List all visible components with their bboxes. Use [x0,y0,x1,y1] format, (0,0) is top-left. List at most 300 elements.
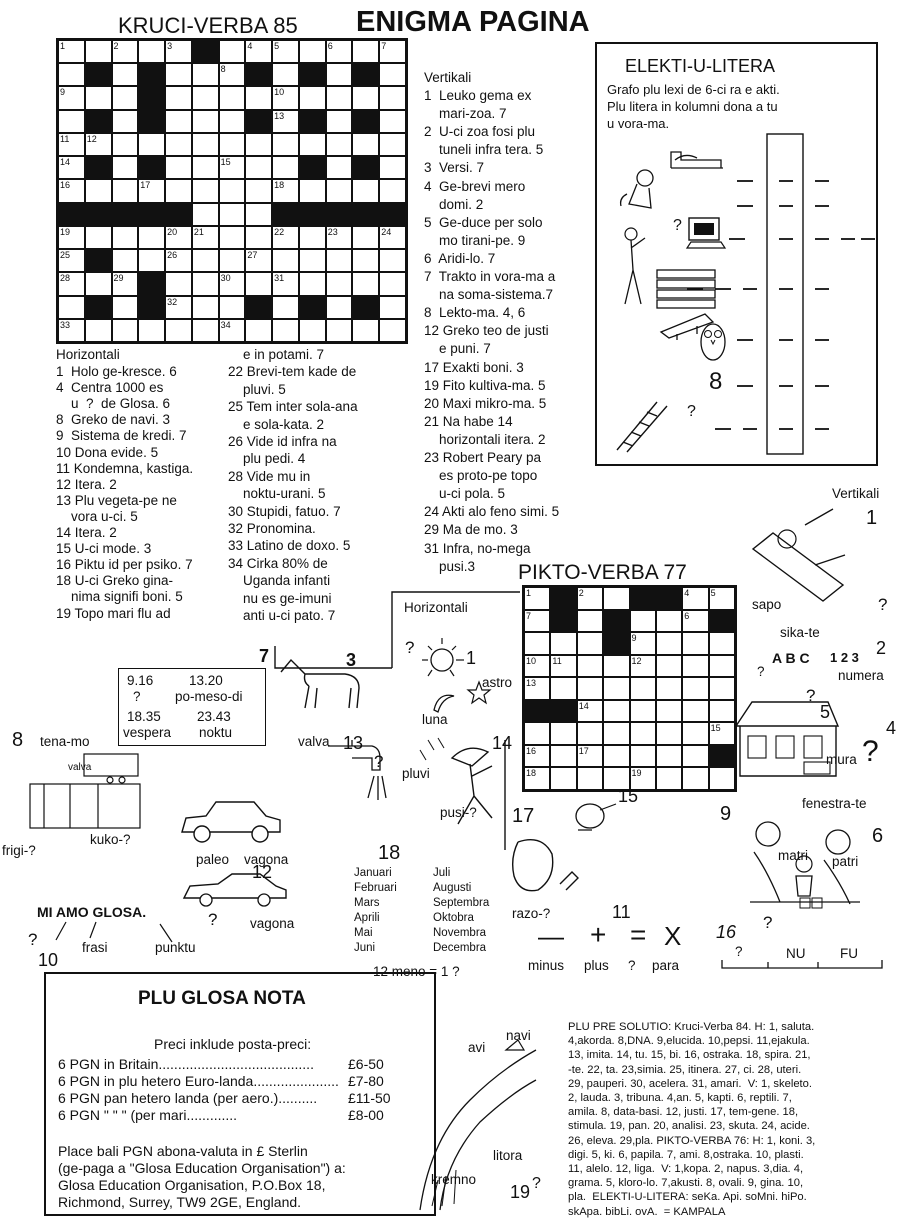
crossword-cell[interactable] [299,133,326,156]
pikto-cell[interactable] [603,700,629,723]
pikto-cell[interactable] [577,610,603,633]
pikto-cell[interactable] [577,722,603,745]
crossword-cell[interactable] [58,63,85,86]
pikto-cell[interactable] [603,677,629,700]
vertikali-clue: 5 Ge-duce per solo [424,214,543,230]
crossword-cell[interactable] [192,86,219,109]
horizontali-label: Horizontali [56,347,120,362]
crossword-cell[interactable] [326,226,353,249]
crossword-cell[interactable] [352,40,379,63]
crossword-cell[interactable] [299,179,326,202]
crossword-black-cell [138,63,165,86]
vertikali-clue: 1 Leuko gema ex [424,88,532,103]
horizontali-clue: 25 Tem inter sola-ana [228,399,358,415]
pikto-cell[interactable] [682,610,708,633]
pikto-cell-number: 6 [684,610,690,621]
crossword-cell[interactable] [112,179,139,202]
crossword-cell[interactable] [85,319,112,342]
horizontali-clue: e sola-kata. 2 [228,416,325,432]
pikto-cell[interactable] [656,632,682,655]
crossword-cell[interactable] [112,319,139,342]
star-icon [466,680,492,706]
pikto-cell[interactable] [656,722,682,745]
pikto-cell[interactable] [524,587,550,610]
mura-question: ? [862,735,879,768]
pikto-cell[interactable] [682,700,708,723]
pikto-cell[interactable] [577,745,603,768]
pikto-cell[interactable] [603,745,629,768]
crossword-cell[interactable] [85,226,112,249]
crossword-cell[interactable] [352,133,379,156]
price-value: £11-50 [348,1090,391,1106]
crossword-cell[interactable] [112,133,139,156]
crossword-cell[interactable] [245,319,272,342]
pikto-cell[interactable] [577,587,603,610]
abc-question: ? [757,664,765,679]
pikto-cell[interactable] [550,745,576,768]
times-symbol: X [664,921,682,951]
car-new-icon [180,870,290,910]
crossword-black-cell [85,249,112,272]
crossword-cell[interactable] [219,40,246,63]
crossword-cell[interactable] [165,179,192,202]
crossword-cell[interactable] [192,296,219,319]
crossword-cell-number: 26 [167,250,178,261]
crossword-black-cell [299,63,326,86]
pikto-cell[interactable] [709,587,735,610]
crossword-cell[interactable] [58,249,85,272]
crossword-cell[interactable] [272,249,299,272]
horizontali-clue: 9 Sistema de kredi. 7 [56,428,187,444]
fenestra-te-label: fenestra-te [802,796,867,811]
crossword-cell[interactable] [379,110,406,133]
pikto-black-cell [524,700,550,723]
crossword-cell[interactable] [272,179,299,202]
pikto-cell[interactable] [524,655,550,678]
crossword-cell-number: 2 [113,41,119,51]
crossword-cell[interactable] [219,63,246,86]
pikto-black-cell [709,610,735,633]
crossword-cell[interactable] [326,133,353,156]
times-box [118,668,266,746]
crossword-grid[interactable] [56,38,408,344]
crossword-cell-number: 23 [327,226,338,237]
crossword-cell[interactable] [245,86,272,109]
crossword-cell[interactable] [326,156,353,179]
crossword-cell[interactable] [112,249,139,272]
crossword-cell[interactable] [219,86,246,109]
solution-line: -te. 22, ta. 23,simia. 25, itinera. 27, ci. 28, uteri. [568,1063,802,1076]
vertikali-clue: 20 Maxi mikro-ma. 5 [424,395,547,411]
horizontali-clue: u ? de Glosa. 6 [56,396,171,412]
crossword-cell[interactable] [165,110,192,133]
crossword-cell[interactable] [165,272,192,295]
horizontali-clue: 18 U-ci Greko gina- [56,573,174,589]
crossword-cell-number: 21 [193,226,204,237]
horizontali-clue: 10 Dona evide. 5 [56,444,159,460]
pikto-num-16: 16 [716,922,737,942]
crossword-black-cell [85,156,112,179]
crossword-cell[interactable] [272,156,299,179]
crossword-cell[interactable] [299,249,326,272]
horizontali-clue: 22 Brevi-tem kade de [228,364,357,380]
crossword-cell[interactable] [85,40,112,63]
crossword-cell[interactable] [192,156,219,179]
vertikali-clue: e puni. 7 [424,341,491,357]
crossword-cell[interactable] [58,133,85,156]
crossword-cell[interactable] [326,179,353,202]
pikto-cell[interactable] [550,677,576,700]
crossword-cell[interactable] [192,319,219,342]
horizontali-clue: 4 Centra 1000 es [56,380,164,396]
month-label: Juni [354,942,376,954]
crossword-black-cell [192,40,219,63]
computer-icon [685,214,729,258]
crossword-cell[interactable] [379,272,406,295]
nota-footer-line: Glosa Education Organisation, P.O.Box 18, [58,1177,326,1193]
crossword-cell[interactable] [379,40,406,63]
pikto-cell-number: 2 [578,588,584,598]
vertikali-clue: 21 Na habe 14 [424,413,513,429]
pikto-cell[interactable] [577,632,603,655]
crossword-cell[interactable] [299,272,326,295]
crossword-cell[interactable] [112,40,139,63]
crossword-cell[interactable] [245,249,272,272]
time-4: po-meso-di [175,689,243,704]
solution-line: 2, lauda. 3, tribuna. 4,an. 5, kapti. 6, reptili. 7, [568,1092,792,1104]
crossword-cell-number: 34 [220,319,231,330]
pikto-num-9: 9 [720,803,732,825]
crossword-cell[interactable] [272,319,299,342]
frasi-label: frasi [82,940,108,955]
vertikali-clue: horizontali itera. 2 [424,431,546,447]
horizontali-clue: 13 Plu vegeta-pe ne [56,492,177,508]
horizontali-clue: plu pedi. 4 [228,451,306,467]
math-question: ? [628,958,636,973]
crossword-cell[interactable] [58,86,85,109]
pikto-cell[interactable] [577,700,603,723]
family-question: ? [763,913,773,932]
pikto-vertikali-label: Vertikali [832,486,880,501]
crossword-cell[interactable] [192,110,219,133]
pikto-grid[interactable] [522,585,737,792]
crossword-cell-number: 10 [274,87,285,98]
crossword-cell[interactable] [379,226,406,249]
nota-footer-line: Richmond, Surrey, TW9 2GE, England. [58,1194,302,1210]
pikto-cell[interactable] [682,722,708,745]
crossword-cell[interactable] [326,272,353,295]
para-label: para [652,958,680,973]
solution-line: 4,akorda. 8,DNA. 9,elucida. 10,pepsi. 11,ejakula. [568,1035,810,1048]
crossword-cell[interactable] [138,133,165,156]
crossword-cell[interactable] [165,63,192,86]
horizontali-clue: 28 Vide mu in [228,468,311,484]
crossword-cell[interactable] [272,226,299,249]
pikto-cell[interactable] [630,745,656,768]
pikto-num-10: 10 [38,950,59,970]
crossword-black-cell [379,203,406,226]
crossword-cell[interactable] [245,40,272,63]
crossword-cell[interactable] [58,156,85,179]
crossword-cell[interactable] [192,179,219,202]
crossword-cell[interactable] [352,86,379,109]
crossword-cell[interactable] [379,249,406,272]
pikto-cell[interactable] [656,677,682,700]
horizontali-clue: 33 Latino de doxo. 5 [228,538,351,554]
vert-num-6: 6 [872,825,884,847]
crossword-cell[interactable] [112,296,139,319]
month-label: Juli [433,867,451,879]
crossword-cell[interactable] [58,110,85,133]
crossword-cell[interactable] [138,179,165,202]
solution-line: digi. 5, ki. 6, papila. 7, ami. 8,ostraka. 10, plasti. [568,1148,804,1161]
crossword-cell[interactable] [219,110,246,133]
vagona-label: vagona [250,916,295,931]
pikto-cell[interactable] [656,655,682,678]
crossword-cell[interactable] [379,86,406,109]
pikto-cell[interactable] [577,767,603,790]
pusi-label: pusi-? [440,805,477,820]
month-label: Aprili [354,912,380,924]
crossword-cell[interactable] [326,296,353,319]
slogan-label: MI AMO GLOSA. [37,904,147,920]
crossword-cell[interactable] [112,226,139,249]
pikto-cell[interactable] [524,632,550,655]
pikto-cell[interactable] [550,655,576,678]
pikto-cell-number: 18 [526,768,537,779]
crossword-cell[interactable] [165,156,192,179]
tena-mo-label: tena-mo [40,734,90,749]
crossword-cell[interactable] [272,296,299,319]
crossword-cell[interactable] [219,226,246,249]
crossword-cell[interactable] [112,63,139,86]
pikto-cell[interactable] [682,767,708,790]
crossword-cell[interactable] [112,110,139,133]
crossword-cell[interactable] [326,86,353,109]
crossword-cell[interactable] [245,272,272,295]
crossword-cell[interactable] [192,249,219,272]
crossword-cell[interactable] [379,133,406,156]
crossword-cell-number: 33 [60,319,71,330]
crossword-cell[interactable] [352,226,379,249]
crossword-cell[interactable] [165,226,192,249]
pikto-cell[interactable] [550,767,576,790]
crossword-cell[interactable] [245,226,272,249]
crossword-black-cell [138,272,165,295]
crossword-cell-number: 31 [274,273,285,284]
pikto-cell-number: 19 [631,768,642,779]
crossword-cell[interactable] [326,110,353,133]
minus-label: minus [528,958,565,973]
pikto-cell[interactable] [577,677,603,700]
avi-label: avi [468,1040,486,1055]
pikto-cell-number: 10 [526,655,537,666]
pikto-cell[interactable] [630,722,656,745]
crossword-cell[interactable] [299,226,326,249]
crossword-black-cell [85,296,112,319]
pikto-cell[interactable] [630,655,656,678]
pikto-cell[interactable] [603,722,629,745]
crossword-cell[interactable] [138,40,165,63]
crossword-cell[interactable] [138,226,165,249]
crossword-cell[interactable] [192,272,219,295]
crossword-cell[interactable] [192,226,219,249]
pikto-cell[interactable] [656,767,682,790]
crossword-cell-number: 19 [60,226,71,237]
month-label: Oktobra [433,912,474,924]
crossword-cell[interactable] [219,249,246,272]
crossword-cell[interactable] [379,63,406,86]
crossword-cell[interactable] [326,249,353,272]
crossword-cell[interactable] [192,133,219,156]
crossword-cell[interactable] [272,86,299,109]
horizontali-clue: noktu-urani. 5 [228,486,326,502]
crossword-cell[interactable] [245,156,272,179]
pikto-black-cell [550,587,576,610]
crossword-cell[interactable] [85,272,112,295]
pikto-cell[interactable] [550,722,576,745]
vertikali-clue: mo tirani-pe. 9 [424,232,526,248]
pikto-cell[interactable] [682,587,708,610]
crossword-cell[interactable] [58,319,85,342]
vertikali-clue: 8 Lekto-ma. 4, 6 [424,305,526,321]
crossword-cell[interactable] [299,86,326,109]
pikto-cell[interactable] [603,587,629,610]
crossword-cell[interactable] [352,179,379,202]
crossword-cell[interactable] [58,40,85,63]
horizontali-clue: 32 Pronomina. [228,521,316,536]
crossword-cell[interactable] [326,319,353,342]
crossword-cell-number: 8 [220,64,226,75]
crossword-cell[interactable] [379,296,406,319]
crossword-cell[interactable] [352,319,379,342]
pikto-cell[interactable] [630,700,656,723]
crossword-cell[interactable] [219,179,246,202]
pikto-cell[interactable] [550,632,576,655]
crossword-cell[interactable] [219,272,246,295]
pikto-cell[interactable] [577,655,603,678]
pikto-cell[interactable] [682,655,708,678]
horizontali-clue: Uganda infanti [228,573,331,589]
crossword-cell[interactable] [352,249,379,272]
crossword-cell[interactable] [85,86,112,109]
crossword-cell[interactable] [192,203,219,226]
page-title: ENIGMA PAGINA [356,6,590,38]
pikto-cell[interactable] [524,677,550,700]
month-label: Februari [354,882,397,894]
pikto-cell[interactable] [656,610,682,633]
crossword-cell[interactable] [219,319,246,342]
pikto-cell[interactable] [682,745,708,768]
crossword-cell[interactable] [112,272,139,295]
month-label: Mai [354,927,373,939]
crossword-cell[interactable] [85,179,112,202]
crossword-cell[interactable] [165,249,192,272]
crossword-cell[interactable] [219,203,246,226]
pikto-cell[interactable] [682,632,708,655]
pikto-cell-number: 4 [684,588,690,598]
crossword-cell[interactable] [379,156,406,179]
crossword-cell[interactable] [352,272,379,295]
crossword-cell[interactable] [245,133,272,156]
pikto-cell[interactable] [630,610,656,633]
pikto-cell[interactable] [656,700,682,723]
crossword-cell[interactable] [112,156,139,179]
crossword-cell[interactable] [245,179,272,202]
crossword-cell[interactable] [379,319,406,342]
crossword-cell[interactable] [219,296,246,319]
month-label: Decembra [433,942,487,954]
horizontali-clue: 30 Stupidi, fatuo. 7 [228,503,341,519]
horizontali-clue: 8 Greko de navi. 3 [56,412,171,428]
crossword-cell[interactable] [272,110,299,133]
pikto-cell[interactable] [630,677,656,700]
crossword-black-cell [138,203,165,226]
crossword-cell[interactable] [112,86,139,109]
crossword-cell[interactable] [219,133,246,156]
pikto-cell[interactable] [603,655,629,678]
crossword-cell[interactable] [192,63,219,86]
crossword-cell[interactable] [58,179,85,202]
pikto-cell[interactable] [630,632,656,655]
pikto-cell[interactable] [682,677,708,700]
crossword-cell[interactable] [165,319,192,342]
crossword-cell[interactable] [379,179,406,202]
pikto-black-cell [550,610,576,633]
crossword-cell[interactable] [165,296,192,319]
horizontali-clue: nu es ge-imuni [228,590,332,606]
crossword-cell-number: 13 [274,110,285,121]
price-item: 6 PGN in plu hetero Euro-landa...................... [58,1073,339,1089]
crossword-cell[interactable] [272,63,299,86]
crossword-cell[interactable] [299,40,326,63]
pikto-num-11: 11 [612,902,631,922]
pikto-cell[interactable] [524,610,550,633]
crossword-cell-number: 9 [60,87,66,98]
crossword-cell[interactable] [165,40,192,63]
crossword-cell[interactable] [165,133,192,156]
solution-line: 11, alelo. 12, liga. V: 1,kopa. 2, napus. 3,dia. 4, [568,1163,804,1175]
time-7: vespera [123,725,172,740]
crossword-cell[interactable] [165,86,192,109]
crossword-cell[interactable] [85,133,112,156]
month-label: Januari [354,867,392,879]
pikto-cell[interactable] [656,745,682,768]
crossword-cell[interactable] [58,226,85,249]
vertikali-clue: 6 Aridi-lo. 7 [424,250,496,266]
crossword-cell[interactable] [299,319,326,342]
pikto-cell[interactable] [709,655,735,678]
crossword-cell[interactable] [326,40,353,63]
crossword-cell[interactable] [272,40,299,63]
crossword-cell[interactable] [245,203,272,226]
crossword-cell[interactable] [272,133,299,156]
crossword-cell[interactable] [58,296,85,319]
vertikali-clue: 7 Trakto in vora-ma a [424,269,556,284]
crossword-black-cell [352,203,379,226]
crossword-black-cell [245,296,272,319]
solution-line: amila. 8, data-basi. 12, justi. 17, tem-gene. 18, [568,1106,799,1119]
pikto-cell[interactable] [709,632,735,655]
crossword-cell[interactable] [326,63,353,86]
crossword-cell[interactable] [58,272,85,295]
crossword-cell[interactable] [219,156,246,179]
bed-icon [667,138,727,178]
frigi-label: frigi-? [2,843,36,858]
crossword-cell[interactable] [138,249,165,272]
crossword-cell[interactable] [138,319,165,342]
crossword-cell[interactable] [272,272,299,295]
